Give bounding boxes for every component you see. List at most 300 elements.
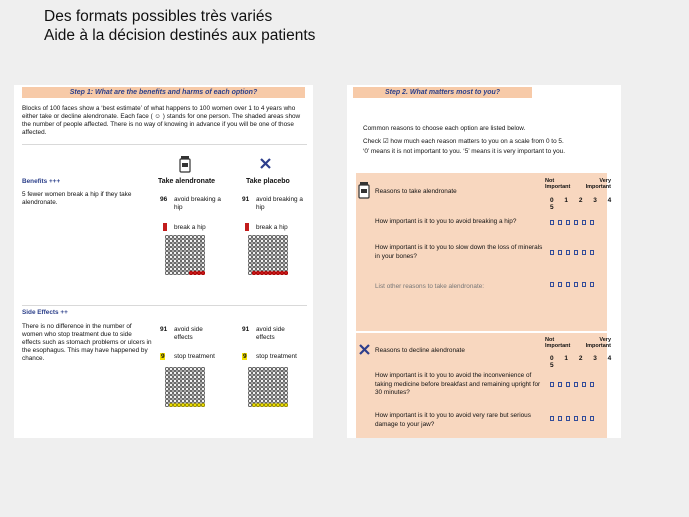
person-face	[248, 387, 251, 390]
person-face	[185, 235, 188, 238]
person-face	[165, 267, 168, 270]
person-face	[193, 387, 196, 390]
person-face	[181, 379, 184, 382]
person-face	[252, 263, 255, 266]
person-face	[201, 259, 204, 262]
person-face	[260, 255, 263, 258]
take-reason-2-scale[interactable]	[550, 250, 594, 255]
person-face	[189, 367, 192, 370]
person-face	[284, 403, 287, 406]
step2-intro-3: ‘0’ means it is not important to you. ‘5’ means it is very important to you.	[363, 148, 565, 155]
person-face	[260, 371, 263, 374]
person-face	[173, 367, 176, 370]
person-face	[169, 251, 172, 254]
person-face	[173, 391, 176, 394]
person-face	[185, 259, 188, 262]
placebo-avoid-number: 91	[242, 196, 250, 203]
person-face	[177, 367, 180, 370]
person-face	[264, 403, 267, 406]
column-header-placebo: Take placebo	[246, 178, 290, 185]
checkbox-2[interactable]	[566, 416, 570, 421]
checkbox-3[interactable]	[574, 250, 578, 255]
person-face	[165, 403, 168, 406]
person-face	[197, 259, 200, 262]
take-avoid-number: 96	[160, 196, 168, 203]
column-header-take: Take alendronate	[158, 178, 216, 185]
decline-reason-2-scale[interactable]	[550, 416, 594, 421]
person-face	[272, 251, 275, 254]
person-face	[169, 403, 172, 406]
person-face	[272, 235, 275, 238]
person-face	[264, 259, 267, 262]
person-face	[280, 247, 283, 250]
person-face	[185, 243, 188, 246]
person-face	[248, 267, 251, 270]
checkbox-5[interactable]	[590, 416, 594, 421]
person-face	[185, 271, 188, 274]
person-face	[201, 235, 204, 238]
person-face	[276, 379, 279, 382]
take-reason-other-scale[interactable]	[550, 282, 594, 287]
person-face	[272, 371, 275, 374]
step2-heading: Step 2. What matters most to you?	[353, 87, 532, 98]
person-face	[284, 243, 287, 246]
person-face	[284, 259, 287, 262]
person-face	[260, 243, 263, 246]
person-face	[201, 239, 204, 242]
person-face	[201, 399, 204, 402]
checkbox-1[interactable]	[558, 282, 562, 287]
person-face	[181, 247, 184, 250]
person-face	[189, 387, 192, 390]
person-face	[193, 391, 196, 394]
checkbox-4[interactable]	[582, 220, 586, 225]
person-face	[260, 375, 263, 378]
checkbox-4[interactable]	[582, 416, 586, 421]
person-face	[256, 367, 259, 370]
person-face	[177, 383, 180, 386]
person-face	[201, 387, 204, 390]
person-face	[169, 243, 172, 246]
person-face	[272, 395, 275, 398]
person-face	[165, 391, 168, 394]
checkbox-3[interactable]	[574, 416, 578, 421]
person-face	[181, 255, 184, 258]
person-face	[264, 391, 267, 394]
person-face	[248, 243, 251, 246]
slide-title-line-2: Aide à la décision destinés aux patients	[44, 27, 316, 44]
person-face	[189, 235, 192, 238]
person-face	[177, 247, 180, 250]
person-face	[181, 251, 184, 254]
person-face	[280, 251, 283, 254]
person-face	[280, 395, 283, 398]
person-face	[201, 375, 204, 378]
person-face	[280, 255, 283, 258]
person-face	[201, 371, 204, 374]
person-face	[252, 387, 255, 390]
person-face	[280, 243, 283, 246]
person-face	[181, 383, 184, 386]
person-face	[197, 239, 200, 242]
person-face	[284, 375, 287, 378]
person-face	[197, 247, 200, 250]
placebo-avoid-side-label: avoid side effects	[256, 326, 285, 341]
very-important-label: Very Important	[585, 337, 611, 349]
person-face	[256, 403, 259, 406]
person-face	[177, 255, 180, 258]
person-face	[256, 239, 259, 242]
person-face	[272, 375, 275, 378]
person-face	[193, 239, 196, 242]
scale-labels: 0 1 2 3 4 5	[550, 197, 616, 211]
person-face	[276, 403, 279, 406]
person-face	[280, 263, 283, 266]
person-face	[181, 267, 184, 270]
person-face	[181, 243, 184, 246]
person-face	[248, 259, 251, 262]
person-face	[276, 399, 279, 402]
person-face	[185, 371, 188, 374]
person-face	[284, 251, 287, 254]
person-face	[173, 383, 176, 386]
checkbox-3[interactable]	[574, 382, 578, 387]
person-face	[252, 243, 255, 246]
person-face	[284, 387, 287, 390]
person-face	[165, 367, 168, 370]
person-face	[185, 383, 188, 386]
person-face	[169, 259, 172, 262]
person-face	[248, 263, 251, 266]
person-face	[280, 271, 283, 274]
person-face	[177, 243, 180, 246]
person-face	[280, 367, 283, 370]
person-face	[276, 367, 279, 370]
person-face	[260, 391, 263, 394]
person-face	[284, 267, 287, 270]
person-face	[252, 251, 255, 254]
person-face	[264, 247, 267, 250]
person-face	[173, 263, 176, 266]
person-face	[197, 235, 200, 238]
person-face	[173, 239, 176, 242]
person-face	[268, 395, 271, 398]
person-face	[264, 267, 267, 270]
person-face	[189, 263, 192, 266]
checkbox-5[interactable]	[590, 282, 594, 287]
person-face	[268, 267, 271, 270]
checkbox-2[interactable]	[566, 382, 570, 387]
person-face	[173, 379, 176, 382]
person-face	[252, 375, 255, 378]
person-face	[256, 251, 259, 254]
take-break-label: break a hip	[174, 224, 206, 231]
take-break-swatch	[163, 223, 167, 231]
person-face	[165, 247, 168, 250]
person-face	[193, 379, 196, 382]
take-reason-1-scale[interactable]	[550, 220, 594, 225]
person-face	[248, 379, 251, 382]
person-face	[181, 271, 184, 274]
person-face	[268, 379, 271, 382]
checkbox-0[interactable]	[550, 382, 554, 387]
person-face	[201, 247, 204, 250]
person-face	[177, 267, 180, 270]
person-face	[201, 263, 204, 266]
checkbox-5[interactable]	[590, 250, 594, 255]
person-face	[264, 379, 267, 382]
decline-reason-1-scale[interactable]	[550, 382, 594, 387]
person-face	[169, 367, 172, 370]
x-mark-icon	[359, 344, 370, 355]
person-face	[272, 267, 275, 270]
person-face	[165, 239, 168, 242]
person-face	[169, 271, 172, 274]
person-face	[260, 399, 263, 402]
person-face	[268, 235, 271, 238]
person-face	[189, 259, 192, 262]
person-face	[260, 239, 263, 242]
person-face	[197, 243, 200, 246]
person-face	[248, 251, 251, 254]
person-face	[272, 367, 275, 370]
decline-reason-2: How important is it to you to avoid very rare but serious damage to your jaw?	[375, 412, 531, 428]
person-face	[165, 375, 168, 378]
person-face	[181, 235, 184, 238]
person-face	[165, 383, 168, 386]
person-face	[189, 391, 192, 394]
person-face	[189, 255, 192, 258]
person-face	[177, 403, 180, 406]
person-face	[197, 379, 200, 382]
person-face	[201, 251, 204, 254]
person-face	[272, 387, 275, 390]
person-face	[185, 251, 188, 254]
placebo-stop-label: stop treatment	[256, 353, 297, 360]
checkbox-1[interactable]	[558, 382, 562, 387]
person-face	[268, 243, 271, 246]
person-face	[256, 235, 259, 238]
person-face	[264, 243, 267, 246]
person-face	[169, 399, 172, 402]
person-face	[248, 395, 251, 398]
person-face	[268, 387, 271, 390]
checkbox-2[interactable]	[566, 250, 570, 255]
person-face	[260, 263, 263, 266]
person-face	[264, 387, 267, 390]
person-face	[280, 383, 283, 386]
person-face	[272, 247, 275, 250]
step1-panel	[14, 85, 313, 438]
person-face	[193, 259, 196, 262]
person-face	[189, 395, 192, 398]
person-face	[284, 395, 287, 398]
person-face	[276, 395, 279, 398]
person-face	[260, 271, 263, 274]
person-face	[177, 395, 180, 398]
checkbox-5[interactable]	[590, 220, 594, 225]
person-face	[185, 399, 188, 402]
person-face	[272, 379, 275, 382]
person-face	[256, 379, 259, 382]
person-face	[248, 391, 251, 394]
take-avoid-side-label: avoid side effects	[174, 326, 203, 341]
person-face	[256, 387, 259, 390]
pill-bottle-icon	[179, 155, 191, 173]
person-face	[193, 255, 196, 258]
person-face	[264, 251, 267, 254]
checkbox-0[interactable]	[550, 220, 554, 225]
person-face	[189, 403, 192, 406]
person-face	[260, 267, 263, 270]
person-face	[268, 371, 271, 374]
divider	[22, 305, 307, 306]
person-face	[272, 243, 275, 246]
person-face	[284, 371, 287, 374]
person-face	[169, 255, 172, 258]
person-face	[173, 395, 176, 398]
person-face	[181, 263, 184, 266]
person-face	[264, 263, 267, 266]
person-face	[185, 379, 188, 382]
person-face	[197, 387, 200, 390]
person-face	[197, 263, 200, 266]
person-face	[193, 271, 196, 274]
person-face	[260, 379, 263, 382]
person-face	[177, 371, 180, 374]
checkbox-5[interactable]	[590, 382, 594, 387]
person-face	[252, 255, 255, 258]
checkbox-2[interactable]	[566, 220, 570, 225]
person-face	[268, 399, 271, 402]
person-face	[252, 239, 255, 242]
person-face	[248, 235, 251, 238]
take-reason-2: How important is it to you to slow down the loss of minerals in your bones?	[375, 244, 543, 260]
person-face	[177, 239, 180, 242]
person-face	[173, 259, 176, 262]
checkbox-1[interactable]	[558, 250, 562, 255]
person-face	[193, 383, 196, 386]
person-face	[280, 379, 283, 382]
person-face	[268, 375, 271, 378]
person-face	[173, 235, 176, 238]
person-face	[165, 235, 168, 238]
step1-heading: Step 1: What are the benefits and harms of each option?	[22, 87, 305, 98]
person-face	[284, 271, 287, 274]
checkbox-4[interactable]	[582, 382, 586, 387]
person-face	[181, 371, 184, 374]
person-face	[193, 247, 196, 250]
person-face	[189, 267, 192, 270]
person-face	[169, 247, 172, 250]
person-face	[181, 367, 184, 370]
person-face	[284, 263, 287, 266]
placebo-avoid-label: avoid breaking a hip	[256, 196, 303, 211]
person-face	[165, 259, 168, 262]
person-face	[185, 267, 188, 270]
person-face	[284, 239, 287, 242]
person-face	[173, 399, 176, 402]
person-face	[280, 403, 283, 406]
person-face	[201, 367, 204, 370]
checkbox-0[interactable]	[550, 282, 554, 287]
benefits-title: Benefits +++	[22, 178, 61, 185]
person-face	[264, 367, 267, 370]
person-face	[185, 255, 188, 258]
person-face	[193, 395, 196, 398]
person-face	[173, 247, 176, 250]
checkbox-4[interactable]	[582, 250, 586, 255]
person-face	[264, 395, 267, 398]
person-face	[276, 263, 279, 266]
checkbox-2[interactable]	[566, 282, 570, 287]
person-face	[197, 391, 200, 394]
person-face	[280, 399, 283, 402]
step2-intro-1: Common reasons to choose each option are listed below.	[363, 125, 526, 132]
person-face	[193, 235, 196, 238]
person-face	[280, 371, 283, 374]
person-face	[268, 271, 271, 274]
person-face	[248, 383, 251, 386]
person-face	[169, 267, 172, 270]
checkbox-1[interactable]	[558, 220, 562, 225]
person-face	[189, 371, 192, 374]
person-face	[256, 271, 259, 274]
person-face	[165, 255, 168, 258]
person-face	[284, 235, 287, 238]
person-face	[272, 403, 275, 406]
not-important-label: Not Important	[545, 178, 571, 190]
person-face	[189, 251, 192, 254]
not-important-label: Not Important	[545, 337, 571, 349]
person-face	[280, 375, 283, 378]
person-face	[252, 391, 255, 394]
checkbox-3[interactable]	[574, 220, 578, 225]
take-reason-1: How important is it to you to avoid breaking a hip?	[375, 218, 517, 225]
person-face	[272, 263, 275, 266]
person-face	[256, 391, 259, 394]
person-face	[276, 255, 279, 258]
person-face	[197, 375, 200, 378]
checkbox-1[interactable]	[558, 416, 562, 421]
person-face	[169, 371, 172, 374]
person-face	[189, 375, 192, 378]
take-stop-label: stop treatment	[174, 353, 215, 360]
person-face	[260, 235, 263, 238]
person-face	[201, 403, 204, 406]
checkbox-0[interactable]	[550, 416, 554, 421]
person-face	[260, 367, 263, 370]
person-face	[256, 399, 259, 402]
placebo-break-label: break a hip	[256, 224, 288, 231]
person-face	[260, 387, 263, 390]
person-face	[276, 251, 279, 254]
person-face	[284, 367, 287, 370]
checkbox-0[interactable]	[550, 250, 554, 255]
checkbox-3[interactable]	[574, 282, 578, 287]
person-face	[256, 371, 259, 374]
person-face	[177, 235, 180, 238]
placebo-side-effect-faces	[248, 367, 288, 407]
person-face	[197, 271, 200, 274]
checkbox-4[interactable]	[582, 282, 586, 287]
person-face	[268, 251, 271, 254]
person-face	[252, 267, 255, 270]
person-face	[201, 243, 204, 246]
placebo-stop-number: 9	[243, 353, 247, 360]
person-face	[276, 391, 279, 394]
person-face	[197, 267, 200, 270]
